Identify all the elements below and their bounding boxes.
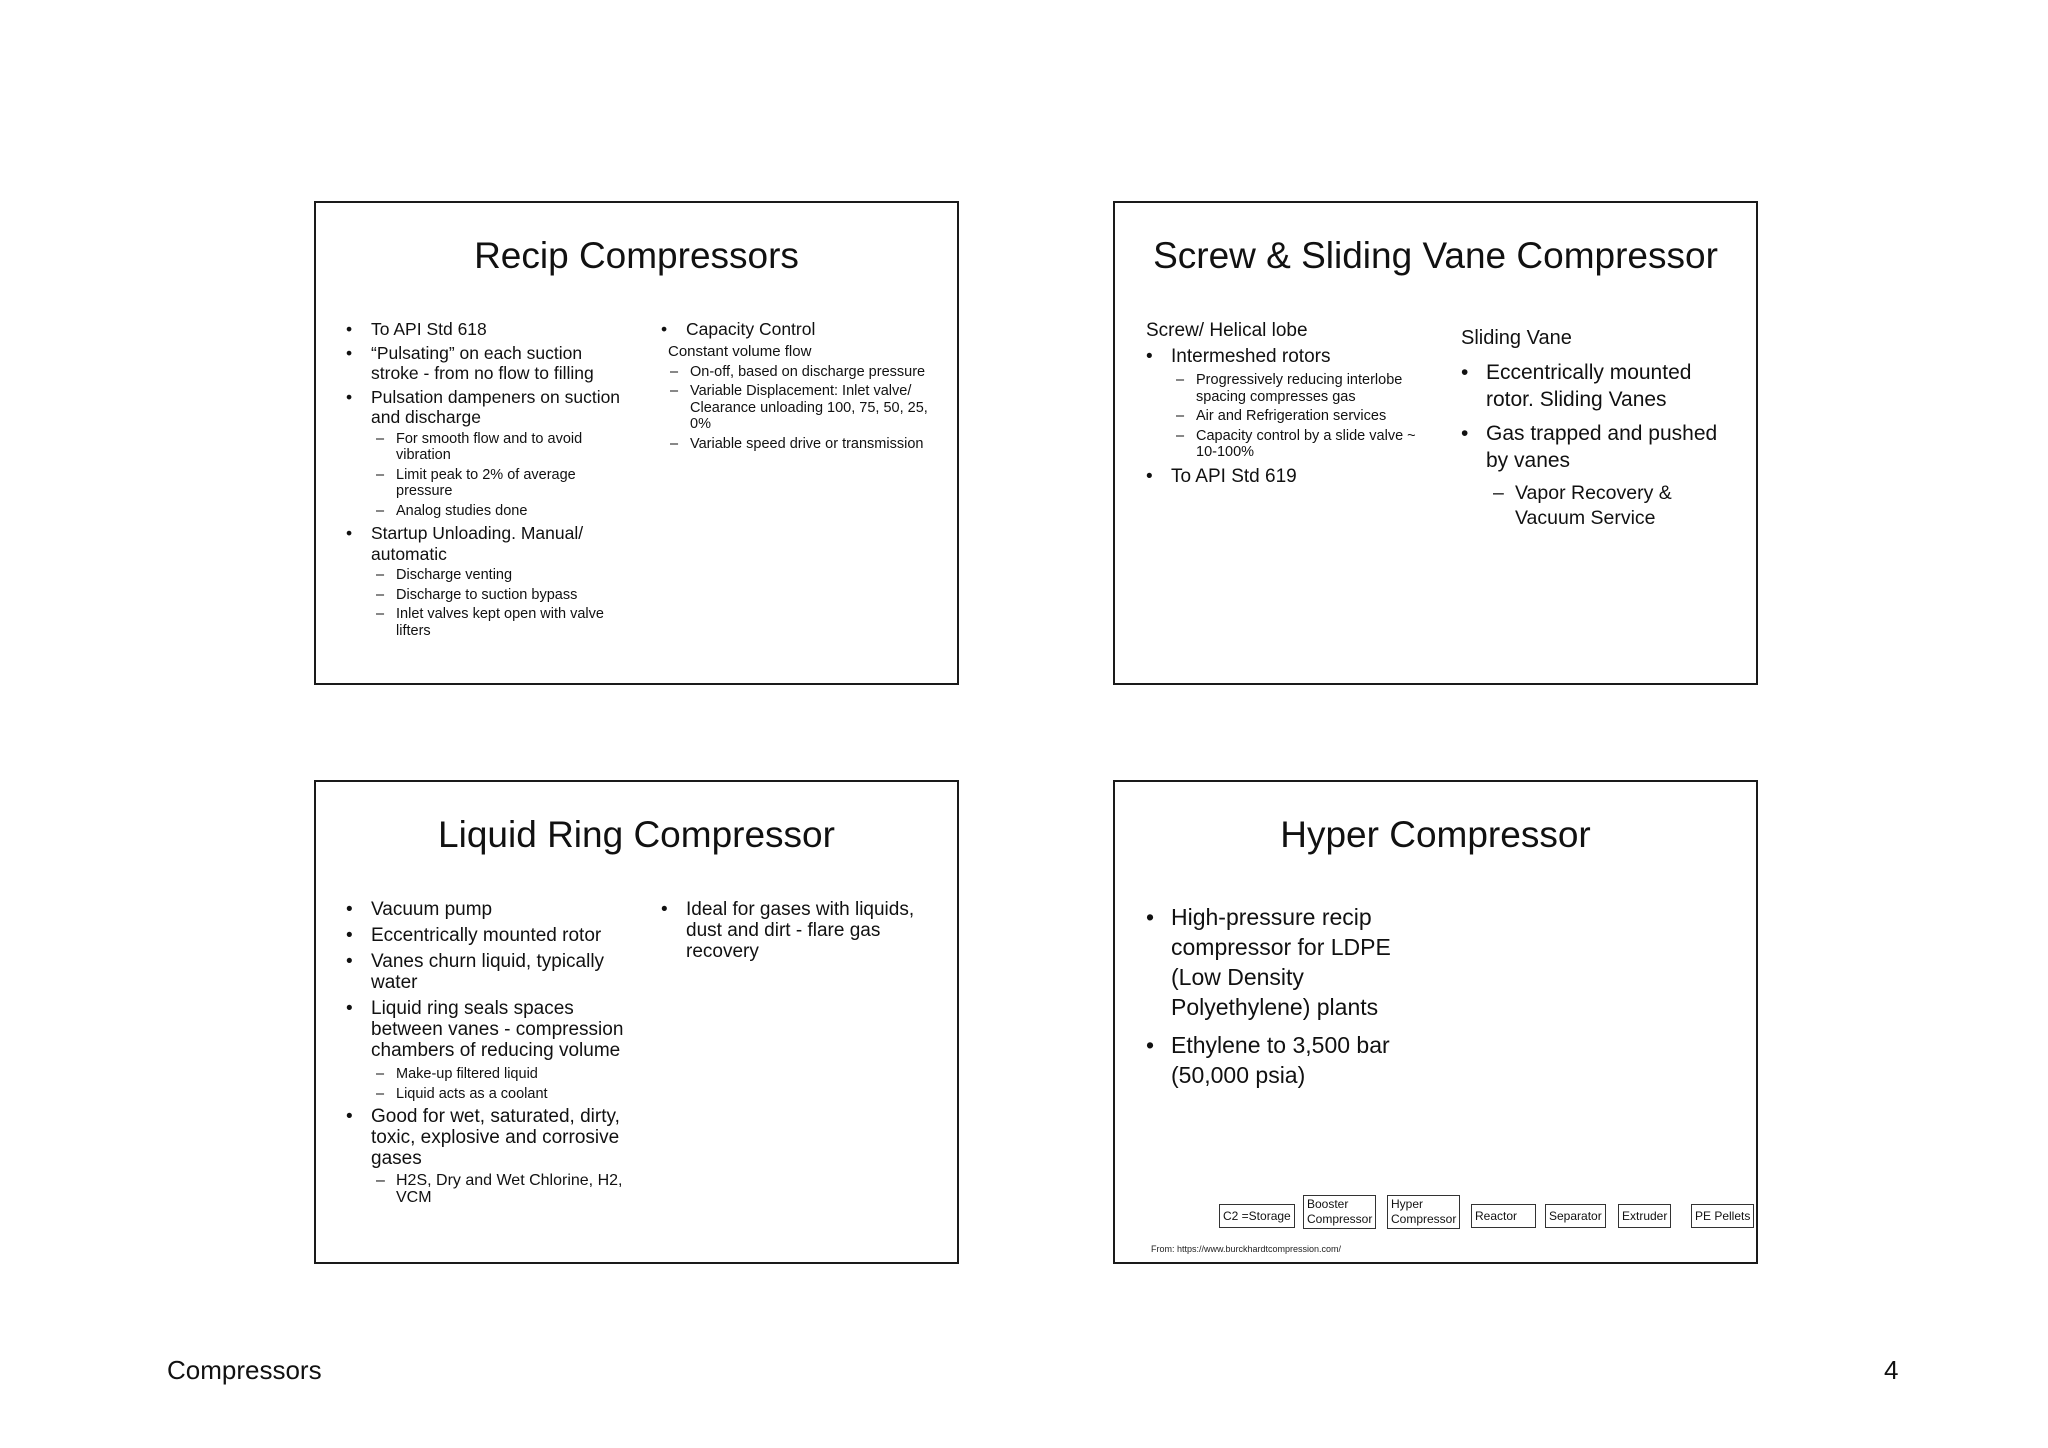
- sub-bullet: – Make-up filtered liquid: [374, 1066, 636, 1083]
- sub-bullet: – Capacity control by a slide valve ~ 10-100%: [1174, 428, 1431, 461]
- right-column: [1461, 325, 1741, 535]
- column-heading: Screw/ Helical lobe: [1146, 320, 1308, 341]
- bullet: • Eccentrically mounted rotor. Sliding Vanes: [1461, 359, 1741, 413]
- flow-box-reactor: Reactor: [1471, 1204, 1536, 1228]
- content-column: [1146, 902, 1416, 1098]
- bullet: • Startup Unloading. Manual/ automatic: [346, 523, 631, 564]
- slide-screw-sliding-vane: [1113, 201, 1758, 685]
- sub-bullet: – H2S, Dry and Wet Chlorine, H2, VCM: [374, 1172, 636, 1206]
- bullet: • Liquid ring seals spaces between vanes - compression chambers of reducing volume: [346, 998, 636, 1061]
- bullet: • “Pulsating” on each suction stroke - from no flow to filling: [346, 343, 631, 384]
- sub-bullet: – Discharge to suction bypass: [374, 587, 631, 604]
- sub-bullet: – On-off, based on discharge pressure: [668, 364, 946, 381]
- bullet: • Capacity Control: [661, 319, 946, 340]
- sub-bullet: – For smooth flow and to avoid vibration: [374, 431, 631, 464]
- slide-hyper-compressor: [1113, 780, 1758, 1264]
- flow-box-hyper-compressor: Hyper Compressor: [1387, 1195, 1460, 1229]
- bullet: • Ideal for gases with liquids, dust and dirt - flare gas recovery: [661, 899, 941, 962]
- slide-title: Liquid Ring Compressor: [438, 814, 835, 855]
- slide-title: Screw & Sliding Vane Compressor: [1153, 235, 1718, 276]
- left-column: [346, 899, 636, 1210]
- bullet: • Vanes churn liquid, typically water: [346, 951, 636, 993]
- bullet: • Gas trapped and pushed by vanes: [1461, 420, 1741, 474]
- slide-liquid-ring-compressor: [314, 780, 959, 1264]
- flow-box-pe-pellets: PE Pellets: [1691, 1204, 1754, 1228]
- flow-box-extruder: Extruder: [1618, 1204, 1671, 1228]
- sub-bullet: – Vapor Recovery & Vacuum Service: [1491, 481, 1741, 531]
- bullet: • Eccentrically mounted rotor: [346, 925, 636, 946]
- sub-bullet: – Liquid acts as a coolant: [374, 1086, 636, 1103]
- right-column: [661, 319, 946, 456]
- left-column: [346, 319, 631, 643]
- left-column: [1146, 319, 1431, 492]
- bullet: • To API Std 619: [1146, 465, 1431, 489]
- sub-bullet: – Discharge venting: [374, 567, 631, 584]
- bullet: • High-pressure recip compressor for LDPE (Low Density Polyethylene) plants: [1146, 902, 1416, 1022]
- sub-bullet: – Limit peak to 2% of average pressure: [374, 467, 631, 500]
- sub-bullet: – Progressively reducing interlobe spacing compresses gas: [1174, 372, 1431, 405]
- sub-bullet: – Analog studies done: [374, 503, 631, 520]
- flow-box-c2-storage: C2 =Storage: [1219, 1204, 1295, 1228]
- bullet: • Vacuum pump: [346, 899, 636, 920]
- sub-bullet: – Inlet valves kept open with valve lifters: [374, 606, 631, 639]
- bullet: • Ethylene to 3,500 bar (50,000 psia): [1146, 1030, 1416, 1090]
- footer-title: Compressors: [167, 1355, 322, 1385]
- slide-title: Hyper Compressor: [1280, 814, 1591, 855]
- bullet: • To API Std 618: [346, 319, 631, 340]
- bullet: • Pulsation dampeners on suction and discharge: [346, 387, 631, 428]
- page-number: 4: [1884, 1355, 1899, 1385]
- flow-box-separator: Separator: [1545, 1204, 1606, 1228]
- source-note: From: https://www.burckhardtcompression.com/: [1151, 1244, 1342, 1254]
- sub-bullet: – Variable Displacement: Inlet valve/ Clearance unloading 100, 75, 50, 25, 0%: [668, 383, 946, 433]
- column-heading: Sliding Vane: [1461, 327, 1572, 349]
- slide-title: Recip Compressors: [474, 235, 799, 276]
- bullet: • Intermeshed rotors: [1146, 345, 1431, 369]
- slide-recip-compressors: [314, 201, 959, 685]
- flow-box-booster-compressor: Booster Compressor: [1303, 1195, 1376, 1229]
- sub-bullet: – Air and Refrigeration services: [1174, 408, 1431, 425]
- bullet: • Good for wet, saturated, dirty, toxic, explosive and corrosive gases: [346, 1106, 636, 1169]
- sub-bullet: – Variable speed drive or transmission: [668, 436, 946, 453]
- plain-text: Constant volume flow: [668, 342, 812, 360]
- right-column: [661, 899, 941, 965]
